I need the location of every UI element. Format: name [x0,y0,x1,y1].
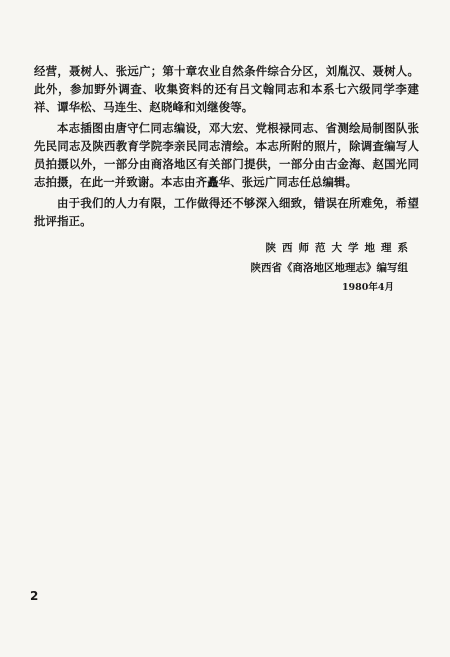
signature-date: 1980年4月 [341,282,394,293]
signature-group: 陕西省《商洛地区地理志》编写组 [250,262,408,274]
page-number: 2 [30,589,39,603]
body-text [34,62,419,233]
signature-organization: 陕西师范大学地理系 [265,242,414,254]
paragraph-closing: 由于我们的人力有限，工作做得还不够深入细致，错误在所难免，希望批评指正。 [34,196,419,228]
paragraph-illustrations: 本志插图由唐守仁同志编设，邓大宏、党根禄同志、省测绘局制图队张先民同志及陕西教育学院李亲民同志清绘。本志所附的照片，除调查编写人员拍摄以外，一部分由商洛地区有关部门提供，一部分由古金海、赵国光同志拍摄，在此一并致谢。本志由齐矗华、张远广同志任总编辑。 [34,121,419,189]
paragraph-contributors: 经营，聂树人、张远广；第十章农业自然条件综合分区，刘胤汉、聂树人。此外，参加野外调查、收集资料的还有吕文翰同志和本系七六级同学李建祥、谭华松、马连生、赵晓峰和刘继俊等。 [34,64,419,114]
signature-block [228,238,414,298]
